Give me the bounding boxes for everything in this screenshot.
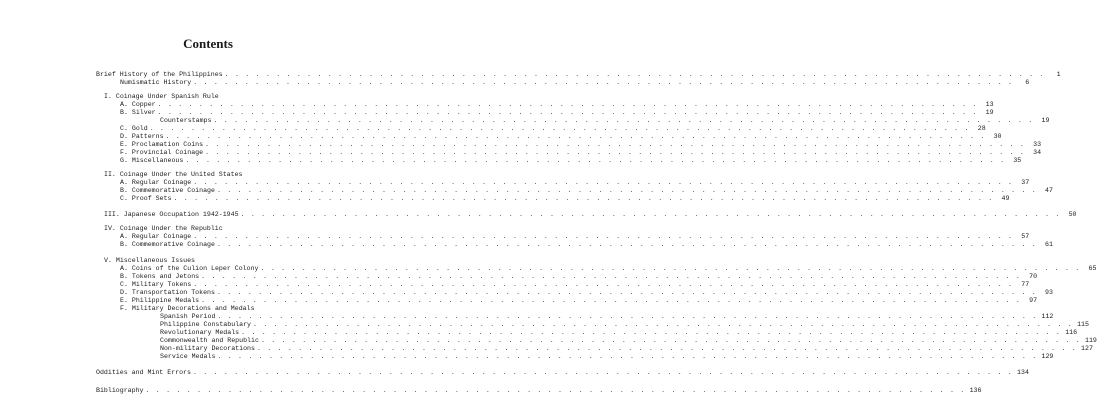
toc-entry-label: A. Regular Coinage	[120, 179, 192, 186]
dot-leader: . . . . . . . . . . . . . . . . . . . . . . . . . . . . . . . . . . . . . . . . . . . . . . . . . . . . . . . . . . . . . . . . . . . . . . . . . . . . . . . .	[224, 71, 1045, 78]
toc-entry-page: 97	[1029, 297, 1038, 304]
dot-leader: . . . . . . . . . . . . . . . . . . . . . . . . . . . . . . . . . . . . . . . . . . . . . . . . . . . . . . . . . . . . . . . . . . . . . . . . . . . . . . . .	[173, 195, 994, 202]
toc-entry-page: 35	[1013, 157, 1022, 164]
toc-entry-page: 6	[1025, 79, 1030, 86]
toc-entry-page: 129	[1041, 353, 1054, 360]
toc-entry-label: Bibliography	[96, 387, 144, 394]
toc-entry-label: IV. Coinage Under the Republic	[104, 225, 223, 232]
dot-leader: . . . . . . . . . . . . . . . . . . . . . . . . . . . . . . . . . . . . . . . . . . . . . . . . . . . . . . . . . . . . . . . . . . . . . . . . . . . . . . . .	[260, 265, 1081, 272]
dot-leader: . . . . . . . . . . . . . . . . . . . . . . . . . . . . . . . . . . . . . . . . . . . . . . . . . . . . . . . . . . . . . . . . . . . . . . . . . . . . . . . .	[213, 117, 1034, 124]
toc-entry-page: 34	[1033, 149, 1042, 156]
dot-leader: . . . . . . . . . . . . . . . . . . . . . . . . . . . . . . . . . . . . . . . . . . . . . . . . . . . . . . . . . . . . . . . . . . . . . . . . . . . . . . . .	[216, 187, 1037, 194]
toc-entry-label: A. Regular Coinage	[120, 233, 192, 240]
dot-leader: . . . . . . . . . . . . . . . . . . . . . . . . . . . . . . . . . . . . . . . . . . . . . . . . . . . . . . . . . . . . . . . . . . . . . . . . . . . . . . . .	[193, 233, 1014, 240]
toc-entry-label: A. Copper	[120, 101, 156, 108]
toc-entry-label: D. Patterns	[120, 133, 164, 140]
dot-leader: . . . . . . . . . . . . . . . . . . . . . . . . . . . . . . . . . . . . . . . . . . . . . . . . . . . . . . . . . . . . . . . . . . . . . . . . . . . . . . . .	[201, 297, 1022, 304]
toc-entry-label: C. Proof Sets	[120, 195, 172, 202]
toc-entry-page: 93	[1045, 289, 1053, 296]
toc-entry-page: 77	[1021, 281, 1030, 288]
toc-entry-label: Revolutionary Medals	[160, 329, 240, 336]
toc-entry-label: A. Coins of the Culion Leper Colony	[120, 265, 259, 272]
toc-entry-label: Numismatic History	[120, 79, 192, 86]
toc-entry-label: Brief History of the Philippines	[96, 71, 223, 78]
dot-leader: . . . . . . . . . . . . . . . . . . . . . . . . . . . . . . . . . . . . . . . . . . . . . . . . . . . . . . . . . . . . . . . . . . . . . . . . . . . . . . . .	[193, 79, 1014, 86]
dot-leader: . . . . . . . . . . . . . . . . . . . . . . . . . . . . . . . . . . . . . . . . . . . . . . . . . . . . . . . . . . . . . . . . . . . . . . . . . . . . . . . .	[185, 157, 1006, 164]
toc-entry-label: C. Military Tokens	[120, 281, 192, 288]
toc-entry-page: 112	[1041, 313, 1054, 320]
toc-entry-label: F. Military Decorations and Medals	[120, 305, 255, 312]
toc-entry-label: Spanish Period	[160, 313, 216, 320]
dot-leader: . . . . . . . . . . . . . . . . . . . . . . . . . . . . . . . . . . . . . . . . . . . . . . . . . . . . . . . . . . . . . . . . . . . . . . . . . . . . . . . .	[240, 211, 1061, 218]
toc-entry-page: 50	[1068, 211, 1077, 218]
dot-leader: . . . . . . . . . . . . . . . . . . . . . . . . . . . . . . . . . . . . . . . . . . . . . . . . . . . . . . . . . . . . . . . . . . . . . . . . . . . . . . . .	[217, 313, 1038, 320]
toc-entry-page: 70	[1029, 273, 1038, 280]
dot-leader: . . . . . . . . . . . . . . . . . . . . . . . . . . . . . . . . . . . . . . . . . . . . . . . . . . . . . . . . . . . . . . . . . . . . . . . . . . . . . . . .	[260, 337, 1081, 344]
page-title: Contents	[183, 36, 233, 51]
toc-entry-label: Commonwealth and Republic	[160, 337, 259, 344]
toc-entry-label: C. Gold	[120, 125, 148, 132]
toc-entry-label: Non-military Decorations	[160, 345, 255, 352]
toc-entry-label: II. Coinage Under the United States	[104, 171, 243, 178]
dot-leader: . . . . . . . . . . . . . . . . . . . . . . . . . . . . . . . . . . . . . . . . . . . . . . . . . . . . . . . . . . . . . . . . . . . . . . . . . . . . . . . .	[241, 329, 1062, 336]
toc-entry-label: Oddities and Mint Errors	[96, 369, 191, 376]
toc-entry-label: F. Provincial Coinage	[120, 149, 204, 156]
toc-entry-label: D. Transportation Tokens	[120, 289, 215, 296]
toc-entry-label: I. Coinage Under Spanish Rule	[104, 93, 219, 100]
toc-entry	[160, 352, 1054, 361]
dot-leader: . . . . . . . . . . . . . . . . . . . . . . . . . . . . . . . . . . . . . . . . . . . . . . . . . . . . . . . . . . . . . . . . . . . . . . . . . . . . . . . .	[216, 289, 1037, 296]
dot-leader: . . . . . . . . . . . . . . . . . . . . . . . . . . . . . . . . . . . . . . . . . . . . . . . . . . . . . . . . . . . . . . . . . . . . . . . . . . . . . . . .	[193, 179, 1014, 186]
toc-entry-label: Service Medals	[160, 353, 216, 360]
dot-leader: . . . . . . . . . . . . . . . . . . . . . . . . . . . . . . . . . . . . . . . . . . . . . . . . . . . . . . . . . . . . . . . . . . . . . . . . . . . . . . . .	[201, 273, 1022, 280]
dot-leader: . . . . . . . . . . . . . . . . . . . . . . . . . . . . . . . . . . . . . . . . . . . . . . . . . . . . . . . . . . . . . . . . . . . . . . . . . . . . . . . .	[216, 241, 1037, 248]
toc-entry-label: III. Japanese Occupation 1942-1945	[104, 211, 239, 218]
toc-entry	[120, 78, 1030, 87]
toc-entry	[104, 210, 1077, 219]
dot-leader: . . . . . . . . . . . . . . . . . . . . . . . . . . . . . . . . . . . . . . . . . . . . . . . . . . . . . . . . . . . . . . . . . . . . . . . . . . . . . . . .	[149, 125, 970, 132]
toc-entry-label: G. Miscellaneous	[120, 157, 184, 164]
toc-entry-page: 47	[1045, 187, 1053, 194]
dot-leader: . . . . . . . . . . . . . . . . . . . . . . . . . . . . . . . . . . . . . . . . . . . . . . . . . . . . . . . . . . . . . . . . . . . . . . . . . . . . . . . .	[165, 133, 986, 140]
dot-leader: . . . . . . . . . . . . . . . . . . . . . . . . . . . . . . . . . . . . . . . . . . . . . . . . . . . . . . . . . . . . . . . . . . . . . . . . . . . . . . . .	[256, 345, 1077, 352]
dot-leader: . . . . . . . . . . . . . . . . . . . . . . . . . . . . . . . . . . . . . . . . . . . . . . . . . . . . . . . . . . . . . . . . . . . . . . . . . . . . . . . .	[157, 101, 978, 108]
dot-leader: . . . . . . . . . . . . . . . . . . . . . . . . . . . . . . . . . . . . . . . . . . . . . . . . . . . . . . . . . . . . . . . . . . . . . . . . . . . . . . . .	[192, 369, 1013, 376]
dot-leader: . . . . . . . . . . . . . . . . . . . . . . . . . . . . . . . . . . . . . . . . . . . . . . . . . . . . . . . . . . . . . . . . . . . . . . . . . . . . . . . .	[217, 353, 1038, 360]
dot-leader: . . . . . . . . . . . . . . . . . . . . . . . . . . . . . . . . . . . . . . . . . . . . . . . . . . . . . . . . . . . . . . . . . . . . . . . . . . . . . . . .	[193, 281, 1014, 288]
dot-leader: . . . . . . . . . . . . . . . . . . . . . . . . . . . . . . . . . . . . . . . . . . . . . . . . . . . . . . . . . . . . . . . . . . . . . . . . . . . . . . . .	[205, 149, 1026, 156]
toc-entry-page: 19	[985, 109, 994, 116]
toc-entry	[96, 368, 1029, 377]
toc-entry-page: 116	[1065, 329, 1078, 336]
toc-entry-page: 13	[985, 101, 994, 108]
toc-entry-page: 65	[1088, 265, 1097, 272]
toc-entry-label: E. Philippine Medals	[120, 297, 200, 304]
dot-leader: . . . . . . . . . . . . . . . . . . . . . . . . . . . . . . . . . . . . . . . . . . . . . . . . . . . . . . . . . . . . . . . . . . . . . . . . . . . . . . . .	[205, 141, 1026, 148]
toc-entry-page: 136	[969, 387, 982, 394]
toc-entry-page: 61	[1045, 241, 1053, 248]
toc-entry	[120, 240, 1053, 249]
toc-entry-label: B. Tokens and Jetons	[120, 273, 200, 280]
toc-entry-label: V. Miscellaneous Issues	[104, 257, 196, 264]
toc-entry-page: 30	[993, 133, 1002, 140]
toc-entry-page: 57	[1021, 233, 1030, 240]
toc-entry-page: 127	[1081, 345, 1093, 352]
toc-entry-page: 33	[1033, 141, 1042, 148]
toc-entry-label: E. Proclamation Coins	[120, 141, 204, 148]
toc-entry	[120, 156, 1022, 165]
toc-entry-page: 115	[1077, 321, 1089, 328]
toc-entry-page: 1	[1056, 71, 1061, 78]
toc-entry	[120, 194, 1010, 203]
toc-entry-label: B. Silver	[120, 109, 156, 116]
toc-entry-page: 37	[1021, 179, 1030, 186]
toc-entry-page: 134	[1017, 369, 1029, 376]
toc-entry-page: 119	[1085, 337, 1097, 344]
toc-entry	[96, 386, 982, 395]
toc-entry-label: B. Commemorative Coinage	[120, 187, 215, 194]
toc-entry-label: Counterstamps	[160, 117, 212, 124]
toc-entry-page: 49	[1001, 195, 1010, 202]
dot-leader: . . . . . . . . . . . . . . . . . . . . . . . . . . . . . . . . . . . . . . . . . . . . . . . . . . . . . . . . . . . . . . . . . . . . . . . . . . . . . . . .	[145, 387, 966, 394]
dot-leader: . . . . . . . . . . . . . . . . . . . . . . . . . . . . . . . . . . . . . . . . . . . . . . . . . . . . . . . . . . . . . . . . . . . . . . . . . . . . . . . .	[253, 321, 1073, 328]
toc-entry-label: B. Commemorative Coinage	[120, 241, 215, 248]
toc-entry-page: 28	[977, 125, 986, 132]
toc-entry-page: 19	[1041, 117, 1050, 124]
toc-entry-label: Philippine Constabulary	[160, 321, 252, 328]
dot-leader: . . . . . . . . . . . . . . . . . . . . . . . . . . . . . . . . . . . . . . . . . . . . . . . . . . . . . . . . . . . . . . . . . . . . . . . . . . . . . . . .	[157, 109, 978, 116]
